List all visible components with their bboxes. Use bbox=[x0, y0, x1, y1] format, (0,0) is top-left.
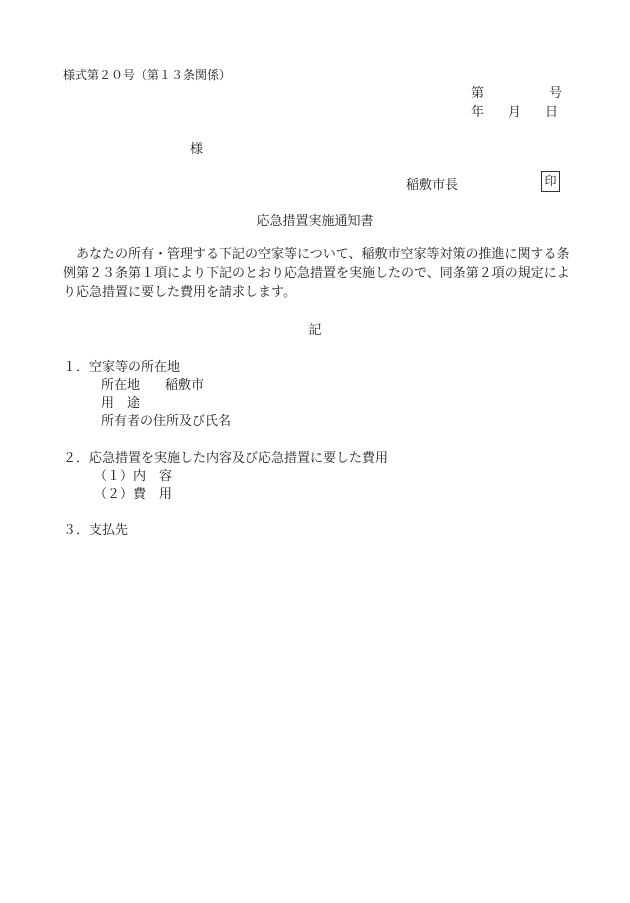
seal-box: 印 bbox=[541, 171, 560, 192]
section-2-heading: ２．応急措置を実施した内容及び応急措置に要した費用 bbox=[63, 451, 389, 466]
doc-number-suffix: 号 bbox=[549, 86, 563, 101]
content-item: （１）内 容 bbox=[94, 469, 173, 484]
document-title: 応急措置実施通知書 bbox=[256, 214, 374, 229]
form-number: 様式第２０号（第１３条関係） bbox=[63, 68, 232, 82]
date-year: 年 bbox=[471, 105, 485, 120]
body-line: り応急措置に要した費用を請求します。 bbox=[63, 285, 296, 300]
body-line: あなたの所有・管理する下記の空家等について、稲敷市空家等対策の推進に関する条 bbox=[63, 247, 570, 262]
usage-label: 用 途 bbox=[101, 396, 141, 411]
section-3-heading: ３．支払先 bbox=[63, 523, 129, 538]
section-1-heading: １．空家等の所在地 bbox=[63, 360, 181, 375]
doc-number-prefix: 第 bbox=[471, 86, 485, 101]
sender-title: 稲敷市長 bbox=[406, 178, 459, 193]
location-label: 所在地 bbox=[101, 378, 141, 393]
cost-item: （２）費 用 bbox=[94, 487, 173, 502]
addressee-honorific: 様 bbox=[190, 142, 204, 157]
ki-heading: 記 bbox=[308, 323, 322, 338]
owner-label: 所有者の住所及び氏名 bbox=[101, 414, 232, 429]
location-value: 稲敷市 bbox=[165, 378, 205, 393]
body-paragraph bbox=[63, 245, 570, 302]
body-line: 例第２３条第１項により下記のとおり応急措置を実施したので、同条第２項の規定によ bbox=[63, 266, 570, 281]
date-month: 月 bbox=[508, 105, 522, 120]
date-day: 日 bbox=[545, 105, 559, 120]
